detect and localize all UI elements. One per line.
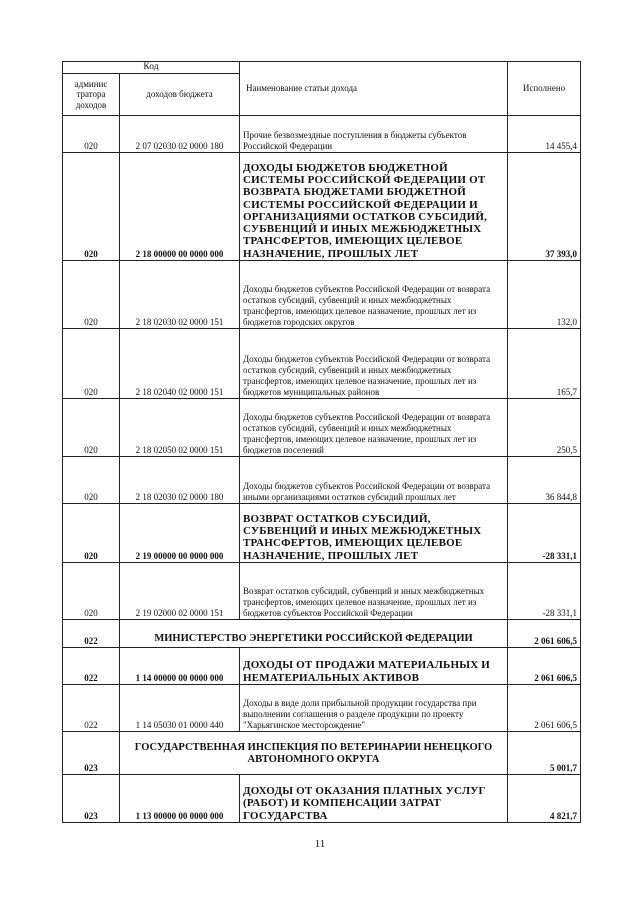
revenue-name: Доходы бюджетов субъектов Российской Федерации от возврата остатков субсидий, субвенций и иных межбюджетных трансфертов, имеющих целевое назначение, прошлых лет из бюджетов поселений	[240, 399, 508, 457]
budget-code: 2 18 02030 02 0000 151	[120, 261, 240, 329]
executed-value: 132,0	[508, 261, 581, 329]
table-row	[63, 457, 581, 504]
header-name: Наименование статьи дохода	[240, 62, 508, 116]
admin-code: 020	[63, 504, 120, 563]
revenue-name: ДОХОДЫ ОТ ПРОДАЖИ МАТЕРИАЛЬНЫХ И НЕМАТЕРИАЛЬНЫХ АКТИВОВ	[240, 648, 508, 685]
table-row	[63, 116, 581, 153]
executed-value: 14 455,4	[508, 116, 581, 153]
table-row	[63, 648, 581, 685]
table-row	[63, 153, 581, 261]
revenue-name: Возврат остатков субсидий, субвенций и иных межбюджетных трансфертов, имеющих целевое назначение, прошлых лет из бюджетов субъектов Российской Федерации	[240, 563, 508, 620]
executed-value: 2 061 606,5	[508, 685, 581, 732]
admin-code: 020	[63, 563, 120, 620]
ministry-row	[63, 620, 581, 648]
budget-code: 2 18 02040 02 0000 151	[120, 329, 240, 399]
budget-code: 1 13 00000 00 0000 000	[120, 775, 240, 823]
admin-code: 022	[63, 648, 120, 685]
revenue-name: ДОХОДЫ БЮДЖЕТОВ БЮДЖЕТНОЙ СИСТЕМЫ РОССИЙСКОЙ ФЕДЕРАЦИИ ОТ ВОЗВРАТА БЮДЖЕТАМИ БЮДЖЕТНОЙ СИСТЕМЫ РОССИЙСКОЙ ФЕДЕРАЦИИ И ОРГАНИЗАЦИЯМИ ОСТАТКОВ СУБСИДИЙ, СУБВЕНЦИЙ И ИНЫХ МЕЖБЮДЖЕТНЫХ ТРАНСФЕРТОВ, ИМЕЮЩИХ ЦЕЛЕВОЕ НАЗНАЧЕНИЕ, ПРОШЛЫХ ЛЕТ	[240, 153, 508, 261]
ministry-row	[63, 732, 581, 775]
header-budget-code: доходов бюджета	[120, 74, 240, 116]
admin-code: 020	[63, 261, 120, 329]
executed-value: 165,7	[508, 329, 581, 399]
executed-value: 5 001,7	[508, 732, 581, 775]
revenue-name: ДОХОДЫ ОТ ОКАЗАНИЯ ПЛАТНЫХ УСЛУГ (РАБОТ) И КОМПЕНСАЦИИ ЗАТРАТ ГОСУДАРСТВА	[240, 775, 508, 823]
executed-value: 36 844,8	[508, 457, 581, 504]
executed-value: 2 061 606,5	[508, 620, 581, 648]
budget-code: 2 18 02030 02 0000 180	[120, 457, 240, 504]
revenue-name: Прочие безвозмездные поступления в бюджеты субъектов Российской Федерации	[240, 116, 508, 153]
admin-code: 020	[63, 153, 120, 261]
header-code-group: Код	[63, 62, 240, 74]
table-row	[63, 329, 581, 399]
executed-value: 2 061 606,5	[508, 648, 581, 685]
table-row	[63, 399, 581, 457]
executed-value: 250,5	[508, 399, 581, 457]
revenue-name: Доходы бюджетов субъектов Российской Федерации от возврата остатков субсидий, субвенций и иных межбюджетных трансфертов, имеющих целевое назначение, прошлых лет из бюджетов городских округов	[240, 261, 508, 329]
executed-value: -28 331,1	[508, 563, 581, 620]
budget-code: 1 14 05030 01 0000 440	[120, 685, 240, 732]
table-row	[63, 775, 581, 823]
table-row	[63, 563, 581, 620]
admin-code: 023	[63, 732, 120, 775]
executed-value: -28 331,1	[508, 504, 581, 563]
table-row	[63, 261, 581, 329]
budget-code: 2 18 02050 02 0000 151	[120, 399, 240, 457]
ministry-title: МИНИСТЕРСТВО ЭНЕРГЕТИКИ РОССИЙСКОЙ ФЕДЕРАЦИИ	[120, 620, 508, 648]
budget-revenue-table	[62, 61, 581, 823]
header-admin: админис тратора доходов	[63, 74, 120, 116]
budget-code: 2 18 00000 00 0000 000	[120, 153, 240, 261]
table-header-row-top	[63, 62, 581, 74]
admin-code: 020	[63, 457, 120, 504]
budget-code: 2 07 02030 02 0000 180	[120, 116, 240, 153]
budget-code: 2 19 02000 02 0000 151	[120, 563, 240, 620]
table-row	[63, 504, 581, 563]
page-number: 11	[314, 838, 326, 850]
executed-value: 37 393,0	[508, 153, 581, 261]
revenue-name: Доходы бюджетов субъектов Российской Федерации от возврата остатков субсидий, субвенций и иных межбюджетных трансфертов, имеющих целевое назначение, прошлых лет из бюджетов муниципальных районов	[240, 329, 508, 399]
admin-code: 020	[63, 116, 120, 153]
executed-value: 4 821,7	[508, 775, 581, 823]
admin-code: 022	[63, 685, 120, 732]
admin-code: 020	[63, 329, 120, 399]
admin-code: 023	[63, 775, 120, 823]
budget-code: 1 14 00000 00 0000 000	[120, 648, 240, 685]
budget-code: 2 19 00000 00 0000 000	[120, 504, 240, 563]
admin-code: 022	[63, 620, 120, 648]
revenue-name: Доходы в виде доли прибыльной продукции государства при выполнении соглашения о разделе продукции по проекту "Харьягинское месторождение"	[240, 685, 508, 732]
revenue-name: ВОЗВРАТ ОСТАТКОВ СУБСИДИЙ, СУБВЕНЦИЙ И ИНЫХ МЕЖБЮДЖЕТНЫХ ТРАНСФЕРТОВ, ИМЕЮЩИХ ЦЕЛЕВОЕ НАЗНАЧЕНИЕ, ПРОШЛЫХ ЛЕТ	[240, 504, 508, 563]
revenue-name: Доходы бюджетов субъектов Российской Федерации от возврата иными организациями остатков субсидий прошлых лет	[240, 457, 508, 504]
admin-code: 020	[63, 399, 120, 457]
ministry-title: ГОСУДАРСТВЕННАЯ ИНСПЕКЦИЯ ПО ВЕТЕРИНАРИИ НЕНЕЦКОГО АВТОНОМНОГО ОКРУГА	[120, 732, 508, 775]
header-value: Исполнено	[508, 62, 581, 116]
table-row	[63, 685, 581, 732]
